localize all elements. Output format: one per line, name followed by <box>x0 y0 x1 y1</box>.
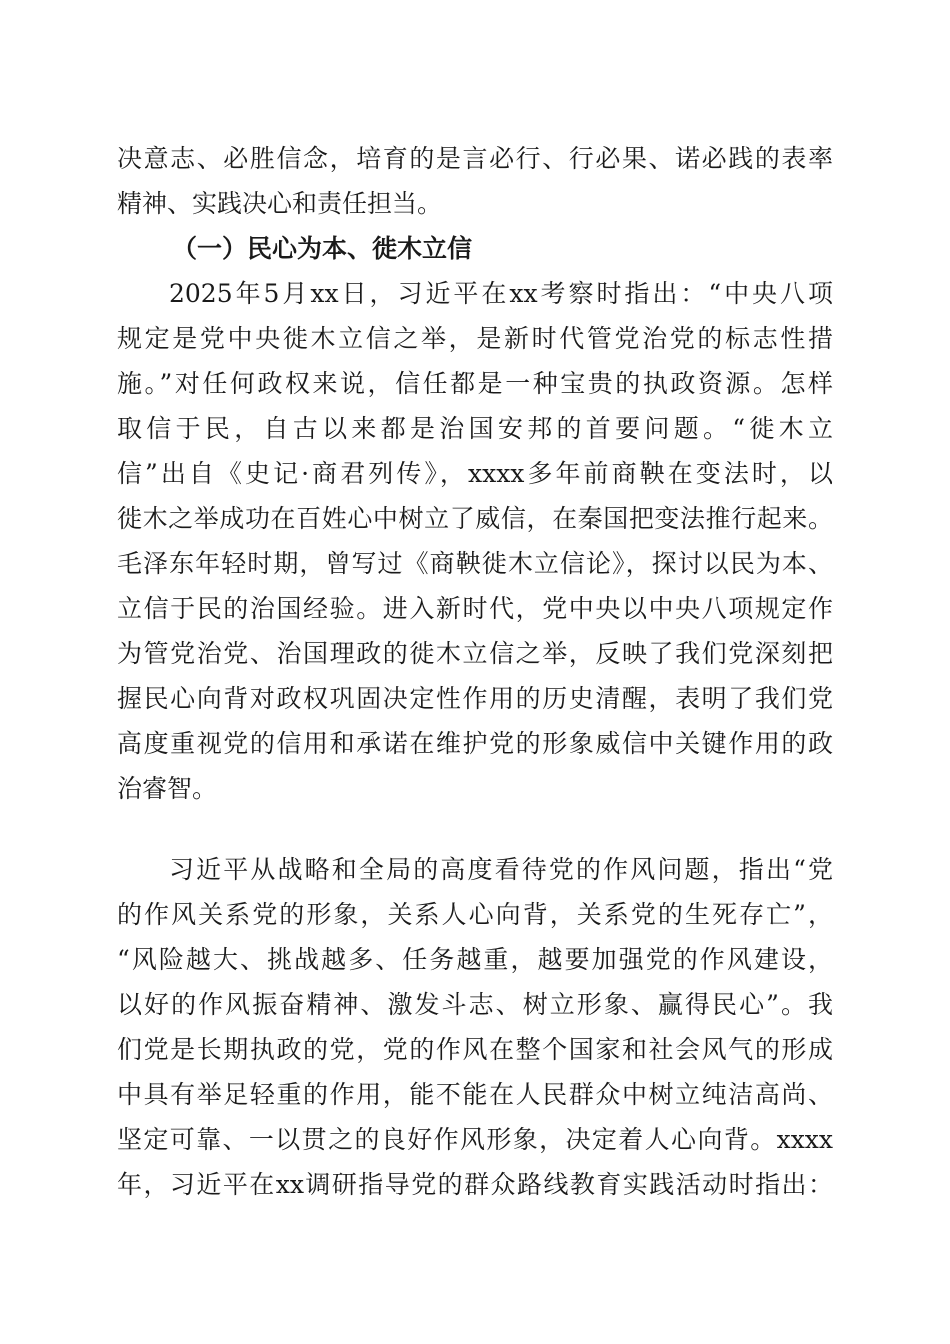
body-line: 规定是党中央徙木立信之举，是新时代管党治党的标志性措 <box>117 324 833 353</box>
body-line: 以好的作风振奋精神、激发斗志、树立形象、赢得民心”。我 <box>117 990 833 1019</box>
body-line: 信”出自《史记·商君列传》，xxxx多年前商鞅在变法时，以 <box>117 459 833 488</box>
body-line: 2025年5月xx日，习近平在xx考察时指出：“中央八项 <box>169 279 833 308</box>
body-line: 为管党治党、治国理政的徙木立信之举，反映了我们党深刻把 <box>117 639 833 668</box>
paragraph-gap <box>117 811 833 847</box>
body-line: 治睿智。 <box>117 774 218 803</box>
body-line: 年，习近平在xx调研指导党的群众路线教育实践活动时指出： <box>117 1170 833 1199</box>
body-line: 坚定可靠、一以贯之的良好作风形象，决定着人心向背。xxxx <box>117 1125 833 1154</box>
body-line: 精神、实践决心和责任担当。 <box>117 189 443 218</box>
body-line: 毛泽东年轻时期，曾写过《商鞅徙木立信论》，探讨以民为本、 <box>117 549 833 578</box>
body-line: 握民心向背对政权巩固决定性作用的历史清醒，表明了我们党 <box>117 684 833 713</box>
body-line: 取信于民，自古以来都是治国安邦的首要问题。“徙木立 <box>117 414 833 443</box>
section-heading: （一）民心为本、徙木立信 <box>172 234 473 263</box>
body-line: 立信于民的治国经验。进入新时代，党中央以中央八项规定作 <box>117 594 833 623</box>
body-line: 习近平从战略和全局的高度看待党的作风问题，指出“党 <box>169 855 833 884</box>
body-line: “风险越大、挑战越多、任务越重，越要加强党的作风建设， <box>117 945 833 974</box>
body-line: 施。”对任何政权来说，信任都是一种宝贵的执政资源。怎样 <box>117 369 833 398</box>
body-line: 们党是长期执政的党，党的作风在整个国家和社会风气的形成 <box>117 1035 833 1064</box>
body-line: 徙木之举成功在百姓心中树立了威信，在秦国把变法推行起来。 <box>117 504 833 533</box>
body-line: 高度重视党的信用和承诺在维护党的形象威信中关键作用的政 <box>117 729 833 758</box>
document-body <box>117 136 833 1207</box>
body-line: 的作风关系党的形象，关系人心向背，关系党的生死存亡”， <box>117 900 833 929</box>
body-line: 决意志、必胜信念，培育的是言必行、行必果、诺必践的表率 <box>117 144 833 173</box>
body-line: 中具有举足轻重的作用，能不能在人民群众中树立纯洁高尚、 <box>117 1080 833 1109</box>
